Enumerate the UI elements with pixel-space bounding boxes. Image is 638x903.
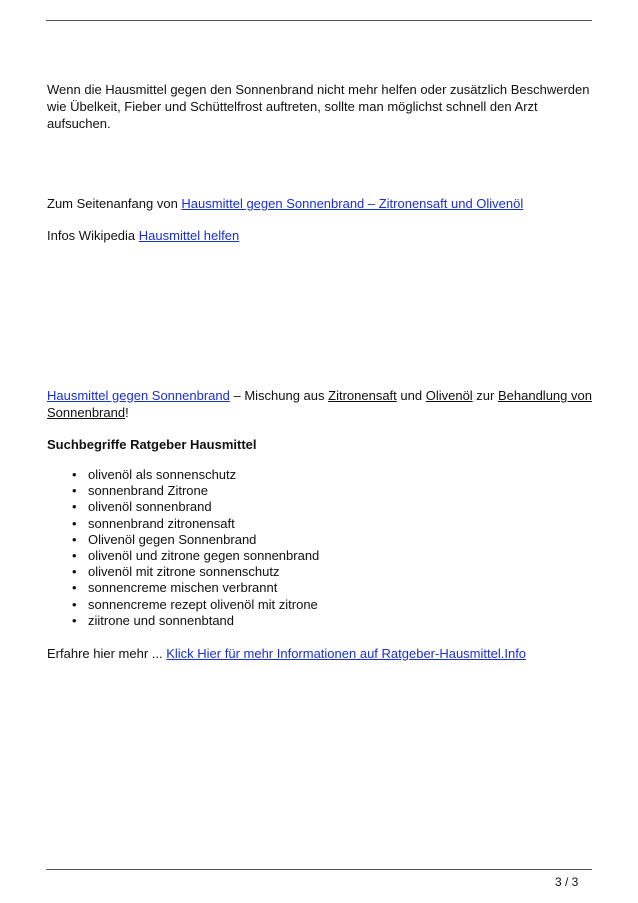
list-item (72, 613, 319, 629)
list-item (72, 499, 319, 515)
mix-link-hausmittel[interactable]: Hausmittel gegen Sonnenbrand (47, 388, 230, 403)
bullet-icon: • (72, 596, 77, 612)
footer-rule (46, 869, 592, 870)
list-item (72, 597, 319, 613)
mix-tag-zitronensaft[interactable]: Zitronensaft (328, 388, 397, 403)
keyword-text: Olivenöl gegen Sonnenbrand (88, 531, 257, 547)
wikipedia-line (47, 227, 595, 244)
bullet-icon: • (72, 580, 77, 596)
bullet-icon: • (72, 548, 77, 564)
keyword-text: sonnencreme rezept olivenöl mit zitrone (88, 596, 318, 612)
list-item (72, 564, 319, 580)
bullet-icon: • (72, 515, 77, 531)
bullet-icon: • (72, 467, 77, 482)
bullet-icon: • (72, 531, 77, 547)
list-item (72, 483, 319, 499)
keyword-text: sonnenbrand Zitrone (88, 483, 208, 499)
back-to-top-line (47, 195, 595, 212)
more-info-link[interactable]: Klick Hier für mehr Informationen auf Ratgeber-Hausmittel.Info (166, 646, 527, 661)
list-item (72, 548, 319, 564)
more-info-prefix: Erfahre hier mehr ... (47, 646, 167, 661)
keywords-list (72, 467, 319, 629)
more-info-line (47, 645, 595, 662)
bullet-icon: • (72, 483, 77, 499)
header-rule (46, 20, 592, 21)
keyword-text: sonnencreme mischen verbrannt (88, 580, 278, 596)
list-item (72, 532, 319, 548)
bullet-icon: • (72, 499, 77, 515)
keyword-text: ziitrone und sonnenbtand (88, 612, 235, 628)
page-number: 3 / 3 (555, 875, 579, 889)
mix-text-4: ! (125, 405, 129, 420)
mix-tag-behandlung[interactable]: Behandlung von Sonnenbrand (47, 388, 592, 420)
bullet-icon: • (72, 564, 77, 580)
keyword-text: olivenöl und zitrone gegen sonnenbrand (88, 548, 320, 564)
wikipedia-prefix: Infos Wikipedia (47, 228, 139, 243)
back-to-top-prefix: Zum Seitenanfang von (47, 196, 182, 211)
mix-text-1: – Mischung aus (229, 388, 329, 403)
list-item (72, 467, 319, 483)
mix-text-2: und (396, 388, 426, 403)
bullet-icon: • (72, 612, 77, 628)
wikipedia-link[interactable]: Hausmittel helfen (138, 228, 240, 243)
intro-paragraph: Wenn die Hausmittel gegen den Sonnenbrand nicht mehr helfen oder zusätzlich Beschwerden wie Übelkeit, Fieber und Schüttelfrost auftreten, sollte man möglichst schnell den Arzt aufsuchen. (47, 82, 590, 131)
mix-tag-olivenoel[interactable]: Olivenöl (425, 388, 473, 403)
keywords-heading: Suchbegriffe Ratgeber Hausmittel (47, 437, 257, 452)
list-item (72, 580, 319, 596)
mix-text-3: zur (472, 388, 498, 403)
keyword-text: olivenöl mit zitrone sonnenschutz (88, 564, 280, 580)
keyword-text: olivenöl als sonnenschutz (88, 467, 237, 482)
mixture-paragraph (47, 387, 595, 421)
back-to-top-link[interactable]: Hausmittel gegen Sonnenbrand – Zitronensaft und Olivenöl (181, 196, 524, 211)
keyword-text: olivenöl sonnenbrand (88, 499, 212, 515)
keyword-text: sonnenbrand zitronensaft (88, 515, 235, 531)
list-item (72, 516, 319, 532)
